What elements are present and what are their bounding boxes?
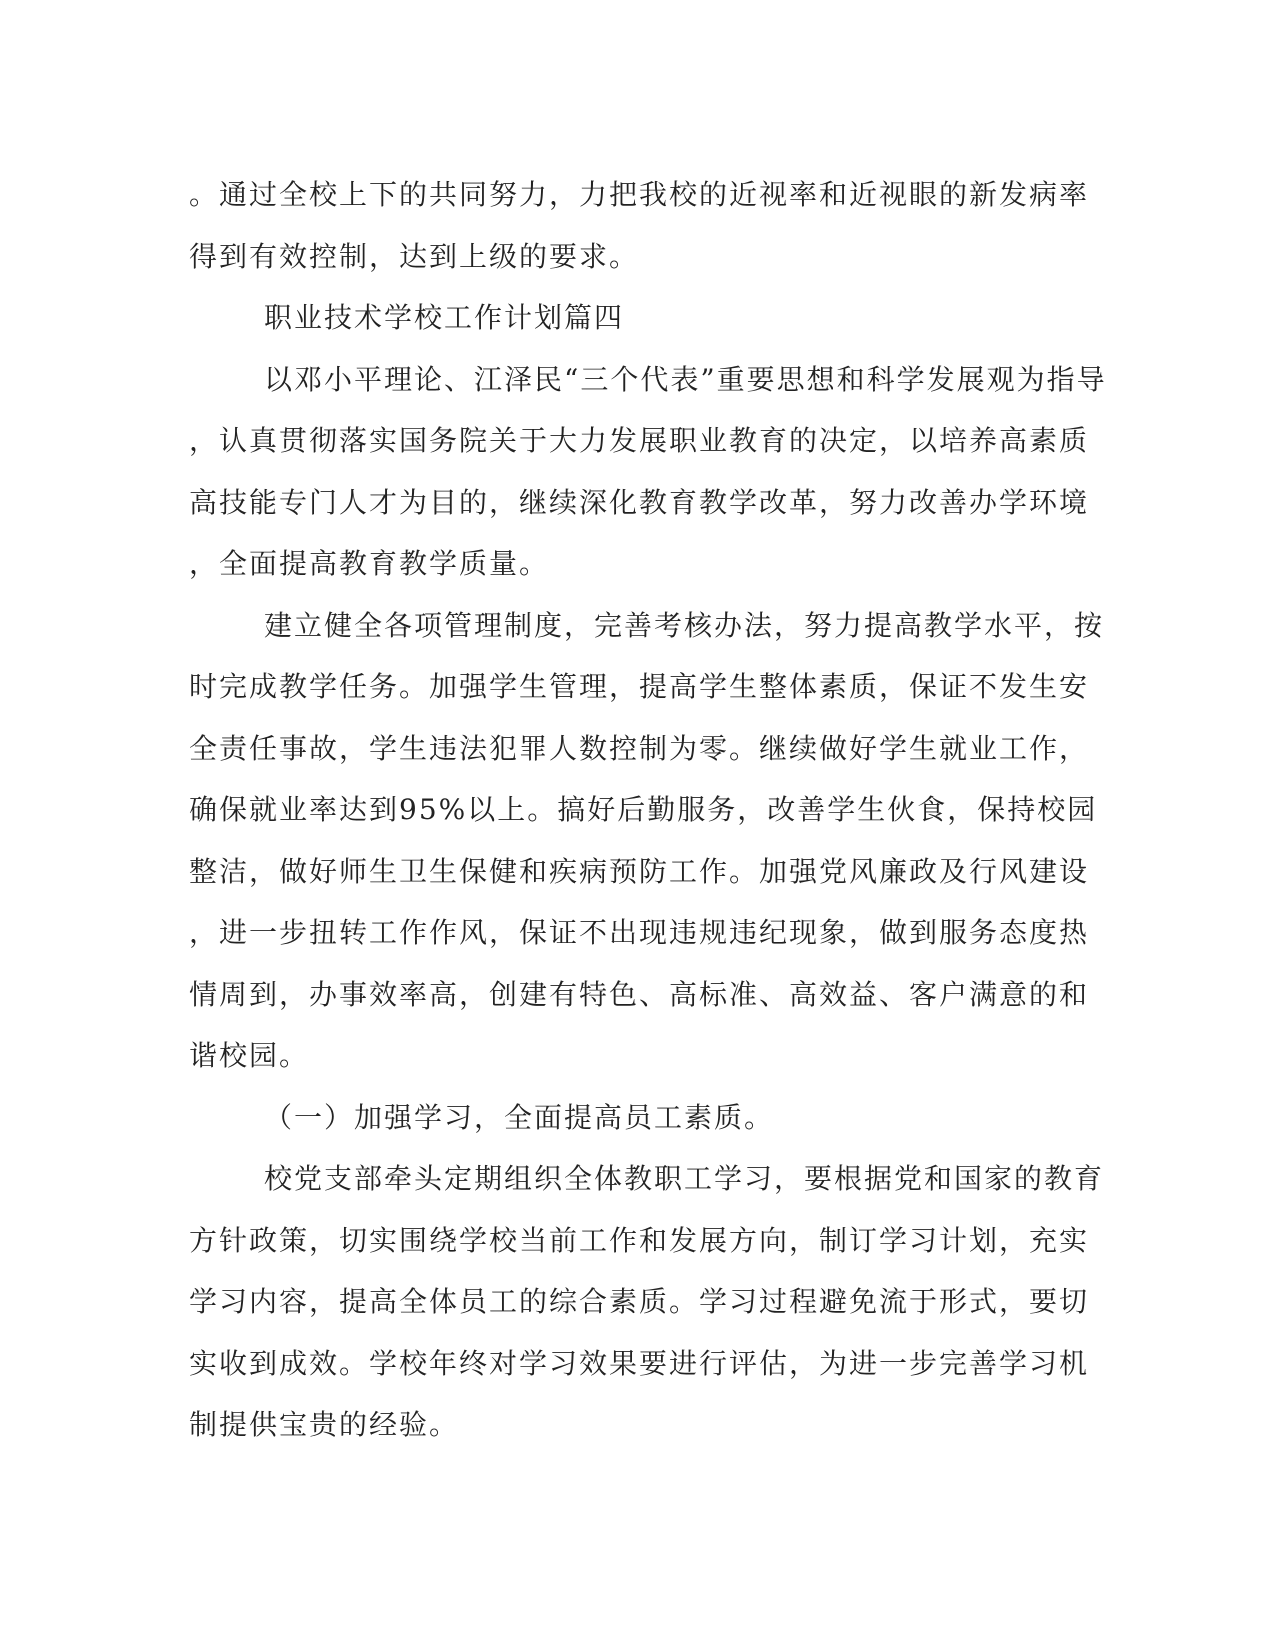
text-line: 校党支部牵头定期组织全体教职工学习，要根据党和国家的教育: [264, 1162, 1105, 1195]
text-line: 时完成教学任务。加强学生管理，提高学生整体素质，保证不发生安: [189, 670, 1090, 703]
text-line: （一）加强学习，全面提高员工素质。: [264, 1100, 775, 1134]
text-line: 以邓小平理论、江泽民“三个代表”重要思想和科学发展观为指导: [264, 362, 1107, 396]
text-line: 制提供宝贵的经验。: [189, 1408, 460, 1441]
text-line: 。通过全校上下的共同努力，力把我校的近视率和近视眼的新发病率: [189, 178, 1090, 211]
text-line: 谐校园。: [189, 1039, 310, 1072]
text-line: 整洁，做好师生卫生保健和疾病预防工作。加强党风廉政及行风建设: [189, 854, 1090, 888]
text-line: 职业技术学校工作计划篇四: [264, 301, 625, 334]
text-line: 全责任事故，学生违法犯罪人数控制为零。继续做好学生就业工作，: [189, 731, 1090, 765]
text-line: 学习内容，提高全体员工的综合素质。学习过程避免流于形式，要切: [189, 1285, 1090, 1318]
text-line: ，全面提高教育教学质量。: [189, 547, 550, 580]
text-line: 方针政策，切实围绕学校当前工作和发展方向，制订学习计划，充实: [189, 1223, 1090, 1257]
document-body: [189, 164, 1107, 1456]
text-line: 建立健全各项管理制度，完善考核办法，努力提高教学水平，按: [264, 608, 1105, 642]
text-line: 得到有效控制，达到上级的要求。: [189, 239, 640, 273]
text-line: 确保就业率达到95%以上。搞好后勤服务，改善学生伙食，保持校园: [189, 793, 1098, 826]
text-line: 高技能专门人才为目的，继续深化教育教学改革，努力改善办学环境: [189, 485, 1090, 519]
text-line: 实收到成效。学校年终对学习效果要进行评估，为进一步完善学习机: [189, 1346, 1090, 1380]
text-line: ，进一步扭转工作作风，保证不出现违规违纪现象，做到服务态度热: [189, 916, 1090, 949]
text-line: 情周到，办事效率高，创建有特色、高标准、高效益、客户满意的和: [189, 977, 1090, 1011]
text-line: ，认真贯彻落实国务院关于大力发展职业教育的决定，以培养高素质: [189, 424, 1090, 457]
